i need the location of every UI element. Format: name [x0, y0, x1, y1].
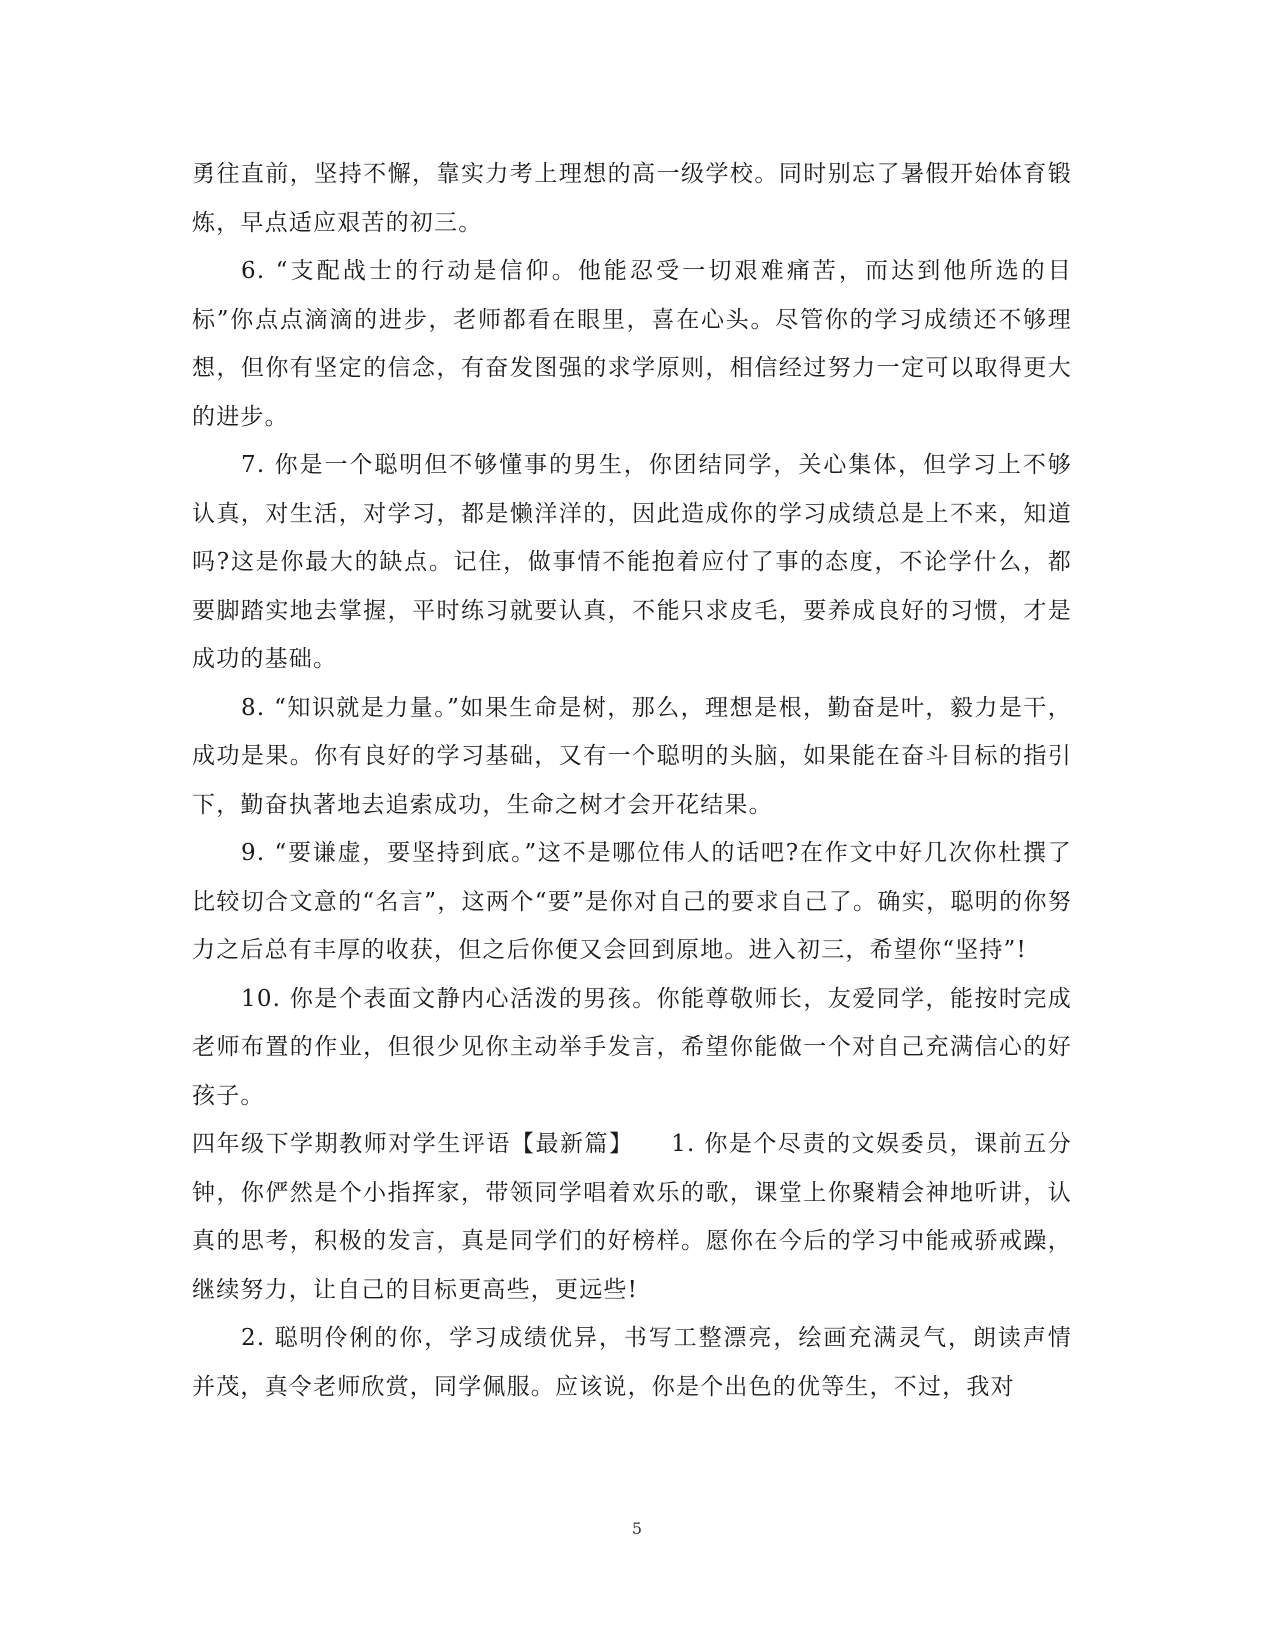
paragraph-item-10: 10. 你是个表面文静内心活泼的男孩。你能尊敬师长，友爱同学，能按时完成老师布置的作业，但很少见你主动举手发言，希望你能做一个对自己充满信心的好孩子。: [192, 985, 1072, 1109]
section-heading-paragraph: 四年级下学期教师对学生评语【最新篇】 1. 你是个尽责的文娱委员，课前五分钟，你俨然是个小指挥家，带领同学唱着欢乐的歌，课堂上你聚精会神地听讲，认真的思考，积极的发言，真是同学们的好榜样。愿你在今后的学习中能戒骄戒躁，继续努力，让自己的目标更高些，更远些!: [192, 1131, 1072, 1303]
page-number: 5: [631, 1519, 643, 1538]
paragraph-item-6: 6. “支配战士的行动是信仰。他能忍受一切艰难痛苦，而达到他所选的目标”你点点滴滴的进步，老师都看在眼里，喜在心头。尽管你的学习成绩还不够理想，但你有坚定的信念，有奋发图强的求学原则，相信经过努力一定可以取得更大的进步。: [192, 258, 1072, 430]
paragraph-continuation: 勇往直前，坚持不懈，靠实力考上理想的高一级学校。同时别忘了暑假开始体育锻炼，早点适应艰苦的初三。: [192, 161, 1072, 236]
paragraph-item-8: 8. “知识就是力量。”如果生命是树，那么，理想是根，勤奋是叶，毅力是干，成功是果。你有良好的学习基础，又有一个聪明的头脑，如果能在奋斗目标的指引下，勤奋执著地去追索成功，生命之树才会开花结果。: [192, 694, 1072, 818]
paragraph-item-2: 2. 聪明伶俐的你，学习成绩优异，书写工整漂亮，绘画充满灵气，朗读声情并茂，真令老师欣赏，同学佩服。应该说，你是个出色的优等生，不过，我对: [192, 1325, 1072, 1400]
body-text: [192, 150, 1072, 1411]
paragraph-item-9: 9. “要谦虚，要坚持到底。”这不是哪位伟人的话吧?在作文中好几次你杜撰了比较切合文意的“名言”，这两个“要”是你对自己的要求自己了。确实，聪明的你努力之后总有丰厚的收获，但之后你便又会回到原地。进入初三，希望你“坚持”!: [192, 840, 1072, 963]
paragraph-item-7: 7. 你是一个聪明但不够懂事的男生，你团结同学，关心集体，但学习上不够认真，对生活，对学习，都是懒洋洋的，因此造成你的学习成绩总是上不来，知道吗?这是你最大的缺点。记住，做事情不能抱着应付了事的态度，不论学什么，都要脚踏实地去掌握，平时练习就要认真，不能只求皮毛，要养成良好的习惯，才是成功的基础。: [192, 452, 1072, 672]
